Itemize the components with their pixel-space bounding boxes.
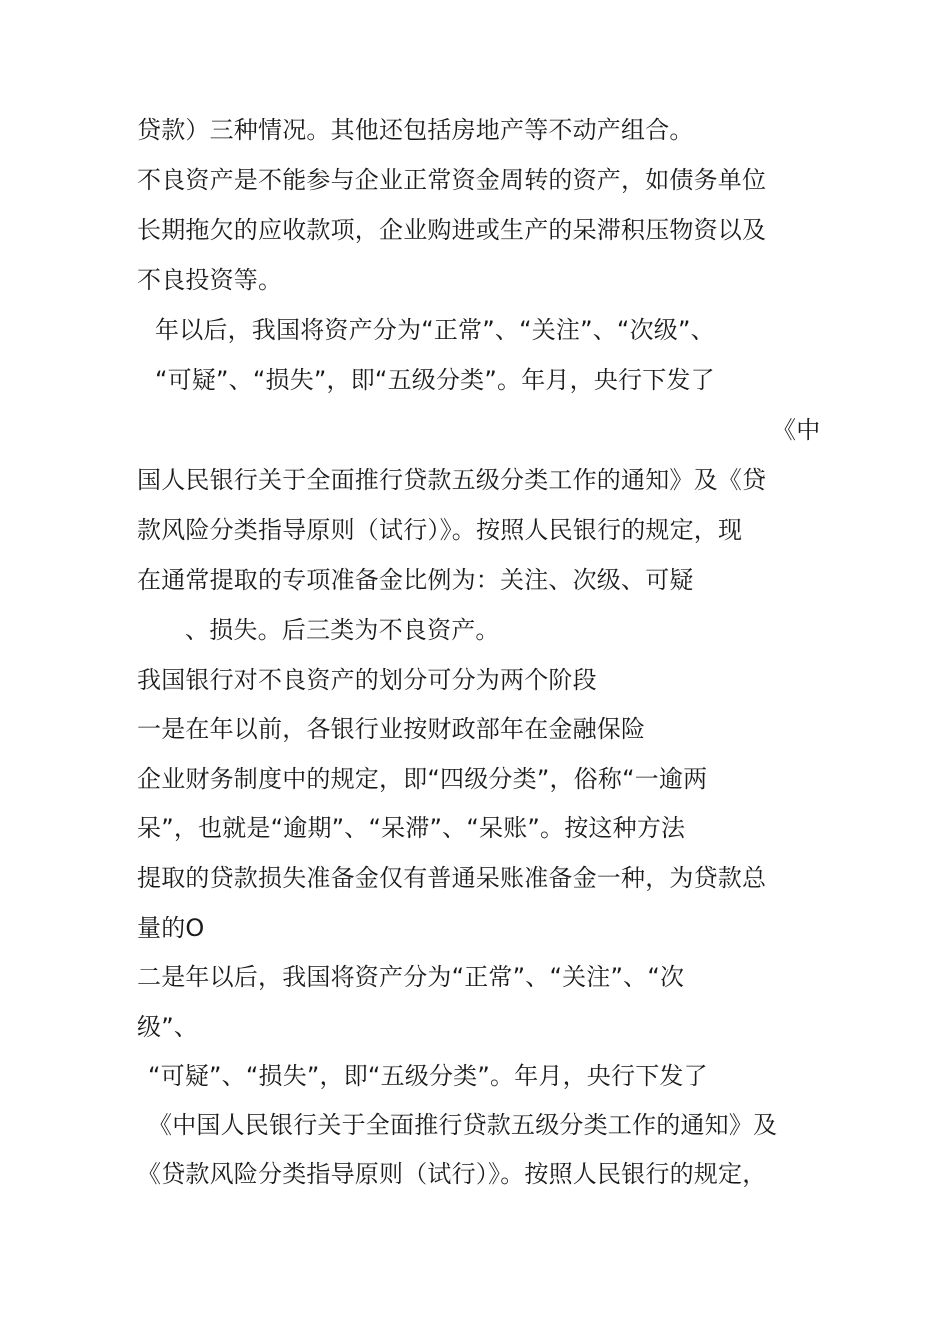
text-line: “可疑”、“损失”，即“五级分类”。年月，央行下发了 — [148, 1062, 708, 1090]
text-line: 不良资产是不能参与企业正常资金周转的资产，如债务单位 — [137, 166, 767, 194]
text-line: 二是年以后，我国将资产分为“正常”、“关注”、“次 — [137, 963, 685, 991]
text-line: 《贷款风险分类指导原则（试行）》。按照人民银行的规定， — [137, 1160, 767, 1188]
text-line: 不良投资等。 — [137, 266, 283, 294]
text-line: 呆”，也就是“逾期”、“呆滞”、“呆账”。按这种方法 — [137, 814, 686, 842]
text-line: 年以后，我国将资产分为“正常”、“关注”、“次级”、 — [155, 316, 715, 344]
text-line: 在通常提取的专项准备金比例为：关注、次级、可疑 — [137, 566, 694, 594]
text-line: 长期拖欠的应收款项，企业购进或生产的呆滞积压物资以及 — [137, 216, 767, 244]
text-line: 级”、 — [137, 1013, 199, 1041]
text-line: 、损失。后三类为不良资产。 — [185, 616, 500, 644]
text-line: 企业财务制度中的规定，即“四级分类”，俗称“一逾两 — [137, 765, 708, 793]
text-line: 《中国人民银行关于全面推行贷款五级分类工作的通知》及 — [148, 1111, 778, 1139]
text-line: 国人民银行关于全面推行贷款五级分类工作的通知》及《贷 — [137, 466, 767, 494]
text-line: 一是在年以前，各银行业按财政部年在金融保险 — [137, 715, 646, 743]
text-line: 我国银行对不良资产的划分可分为两个阶段 — [137, 666, 597, 694]
text-line: 量的O — [137, 914, 205, 942]
text-line: 款风险分类指导原则（试行）》。按照人民银行的规定，现 — [137, 516, 743, 544]
text-line: 贷款）三种情况。其他还包括房地产等不动产组合。 — [137, 116, 694, 144]
text-line: 提取的贷款损失准备金仅有普通呆账准备金一种，为贷款总 — [137, 864, 767, 892]
text-line: 《中 — [772, 416, 821, 444]
text-line: “可疑”、“损失”，即“五级分类”。年月，央行下发了 — [155, 366, 715, 394]
